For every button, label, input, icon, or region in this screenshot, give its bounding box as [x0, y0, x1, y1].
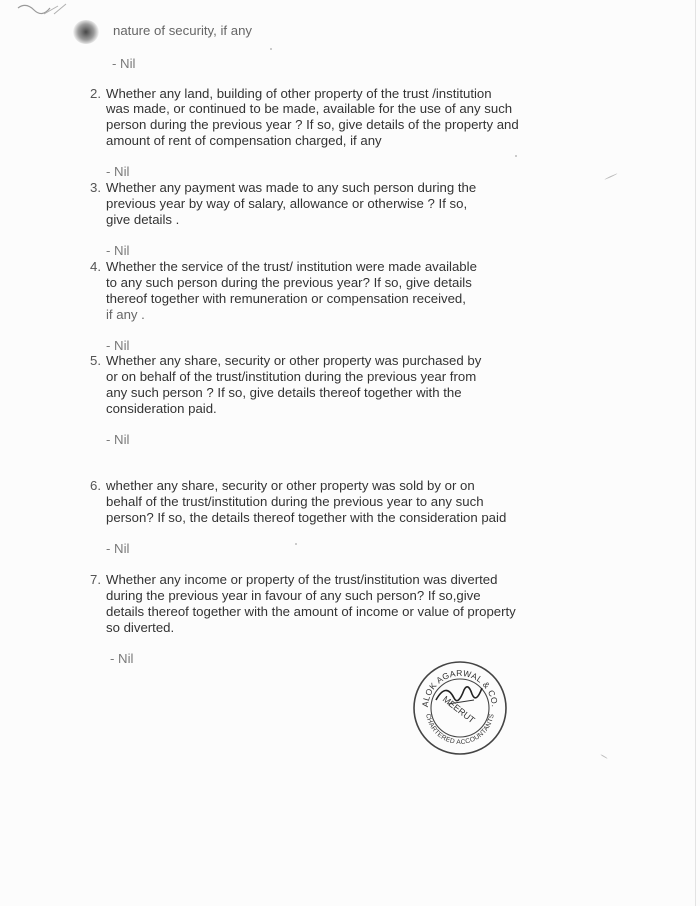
nil-answer-3: - Nil [106, 243, 130, 258]
item-6-line-3: person? If so, the details thereof together with the consideration paid [106, 510, 507, 525]
item-3-line-1: Whether any payment was made to any such person during the [106, 180, 477, 195]
svg-text:CHARTERED ACCOUNTANTS: CHARTERED ACCOUNTANTS [424, 713, 496, 747]
svg-text:MEERUT: MEERUT [440, 693, 477, 726]
nil-answer-6: - Nil [106, 541, 130, 556]
item-4-line-4: if any . [106, 307, 145, 322]
scan-speck [515, 155, 517, 157]
item-5-line-2: or on behalf of the trust/institution during the previous year from [106, 369, 477, 384]
ca-stamp-seal [412, 660, 508, 756]
scan-speck [600, 754, 607, 759]
item-4-number: 4. [90, 259, 101, 274]
scan-speck [295, 543, 297, 545]
item-4-line-1: Whether the service of the trust/ institution were made available [106, 259, 477, 274]
item-7-line-4: so diverted. [106, 620, 175, 635]
item-2-line-4: amount of rent of compensation charged, if any [106, 133, 382, 148]
nil-answer-2: - Nil [106, 164, 130, 179]
item-2-number: 2. [90, 86, 101, 101]
ink-smudge [73, 20, 99, 44]
item-6-line-1: whether any share, security or other property was sold by or on [106, 478, 475, 493]
nil-answer-4: - Nil [106, 338, 130, 353]
item-2-line-3: person during the previous year ? If so, give details of the property and [106, 117, 519, 132]
nil-answer-7: - Nil [110, 651, 134, 666]
item-7-line-1: Whether any income or property of the trust/institution was diverted [106, 572, 498, 587]
nil-answer-5: - Nil [106, 432, 130, 447]
item-3-line-3: give details . [106, 212, 180, 227]
item-7-line-2: during the previous year in favour of any such person? If so,give [106, 588, 481, 603]
item-4-line-3: thereof together with remuneration or compensation received, [106, 291, 466, 306]
top-fragment-text: nature of security, if any [113, 23, 253, 38]
item-4-line-2: to any such person during the previous year? If so, give details [106, 275, 472, 290]
item-7-number: 7. [90, 572, 101, 587]
item-5-line-4: consideration paid. [106, 401, 217, 416]
nil-answer-1: - Nil [112, 56, 136, 71]
page-edge-line [695, 0, 696, 906]
scan-speck [270, 48, 272, 50]
svg-text:ALOK AGARWAL & CO.: ALOK AGARWAL & CO. [419, 667, 501, 708]
item-7-line-3: details thereof together with the amount of income or value of property [106, 604, 516, 619]
item-6-line-2: behalf of the trust/institution during the previous year to any such [106, 494, 484, 509]
item-2-line-1: Whether any land, building of other property of the trust /institution [106, 86, 492, 101]
scan-speck [604, 173, 617, 180]
scan-scribble [14, 0, 74, 20]
item-5-line-3: any such person ? If so, give details thereof together with the [106, 385, 462, 400]
item-3-number: 3. [90, 180, 101, 195]
item-5-line-1: Whether any share, security or other property was purchased by [106, 353, 482, 368]
item-2-line-2: was made, or continued to be made, available for the use of any such [106, 101, 513, 116]
item-3-line-2: previous year by way of salary, allowance or otherwise ? If so, [106, 196, 468, 211]
item-6-number: 6. [90, 478, 101, 493]
item-5-number: 5. [90, 353, 101, 368]
